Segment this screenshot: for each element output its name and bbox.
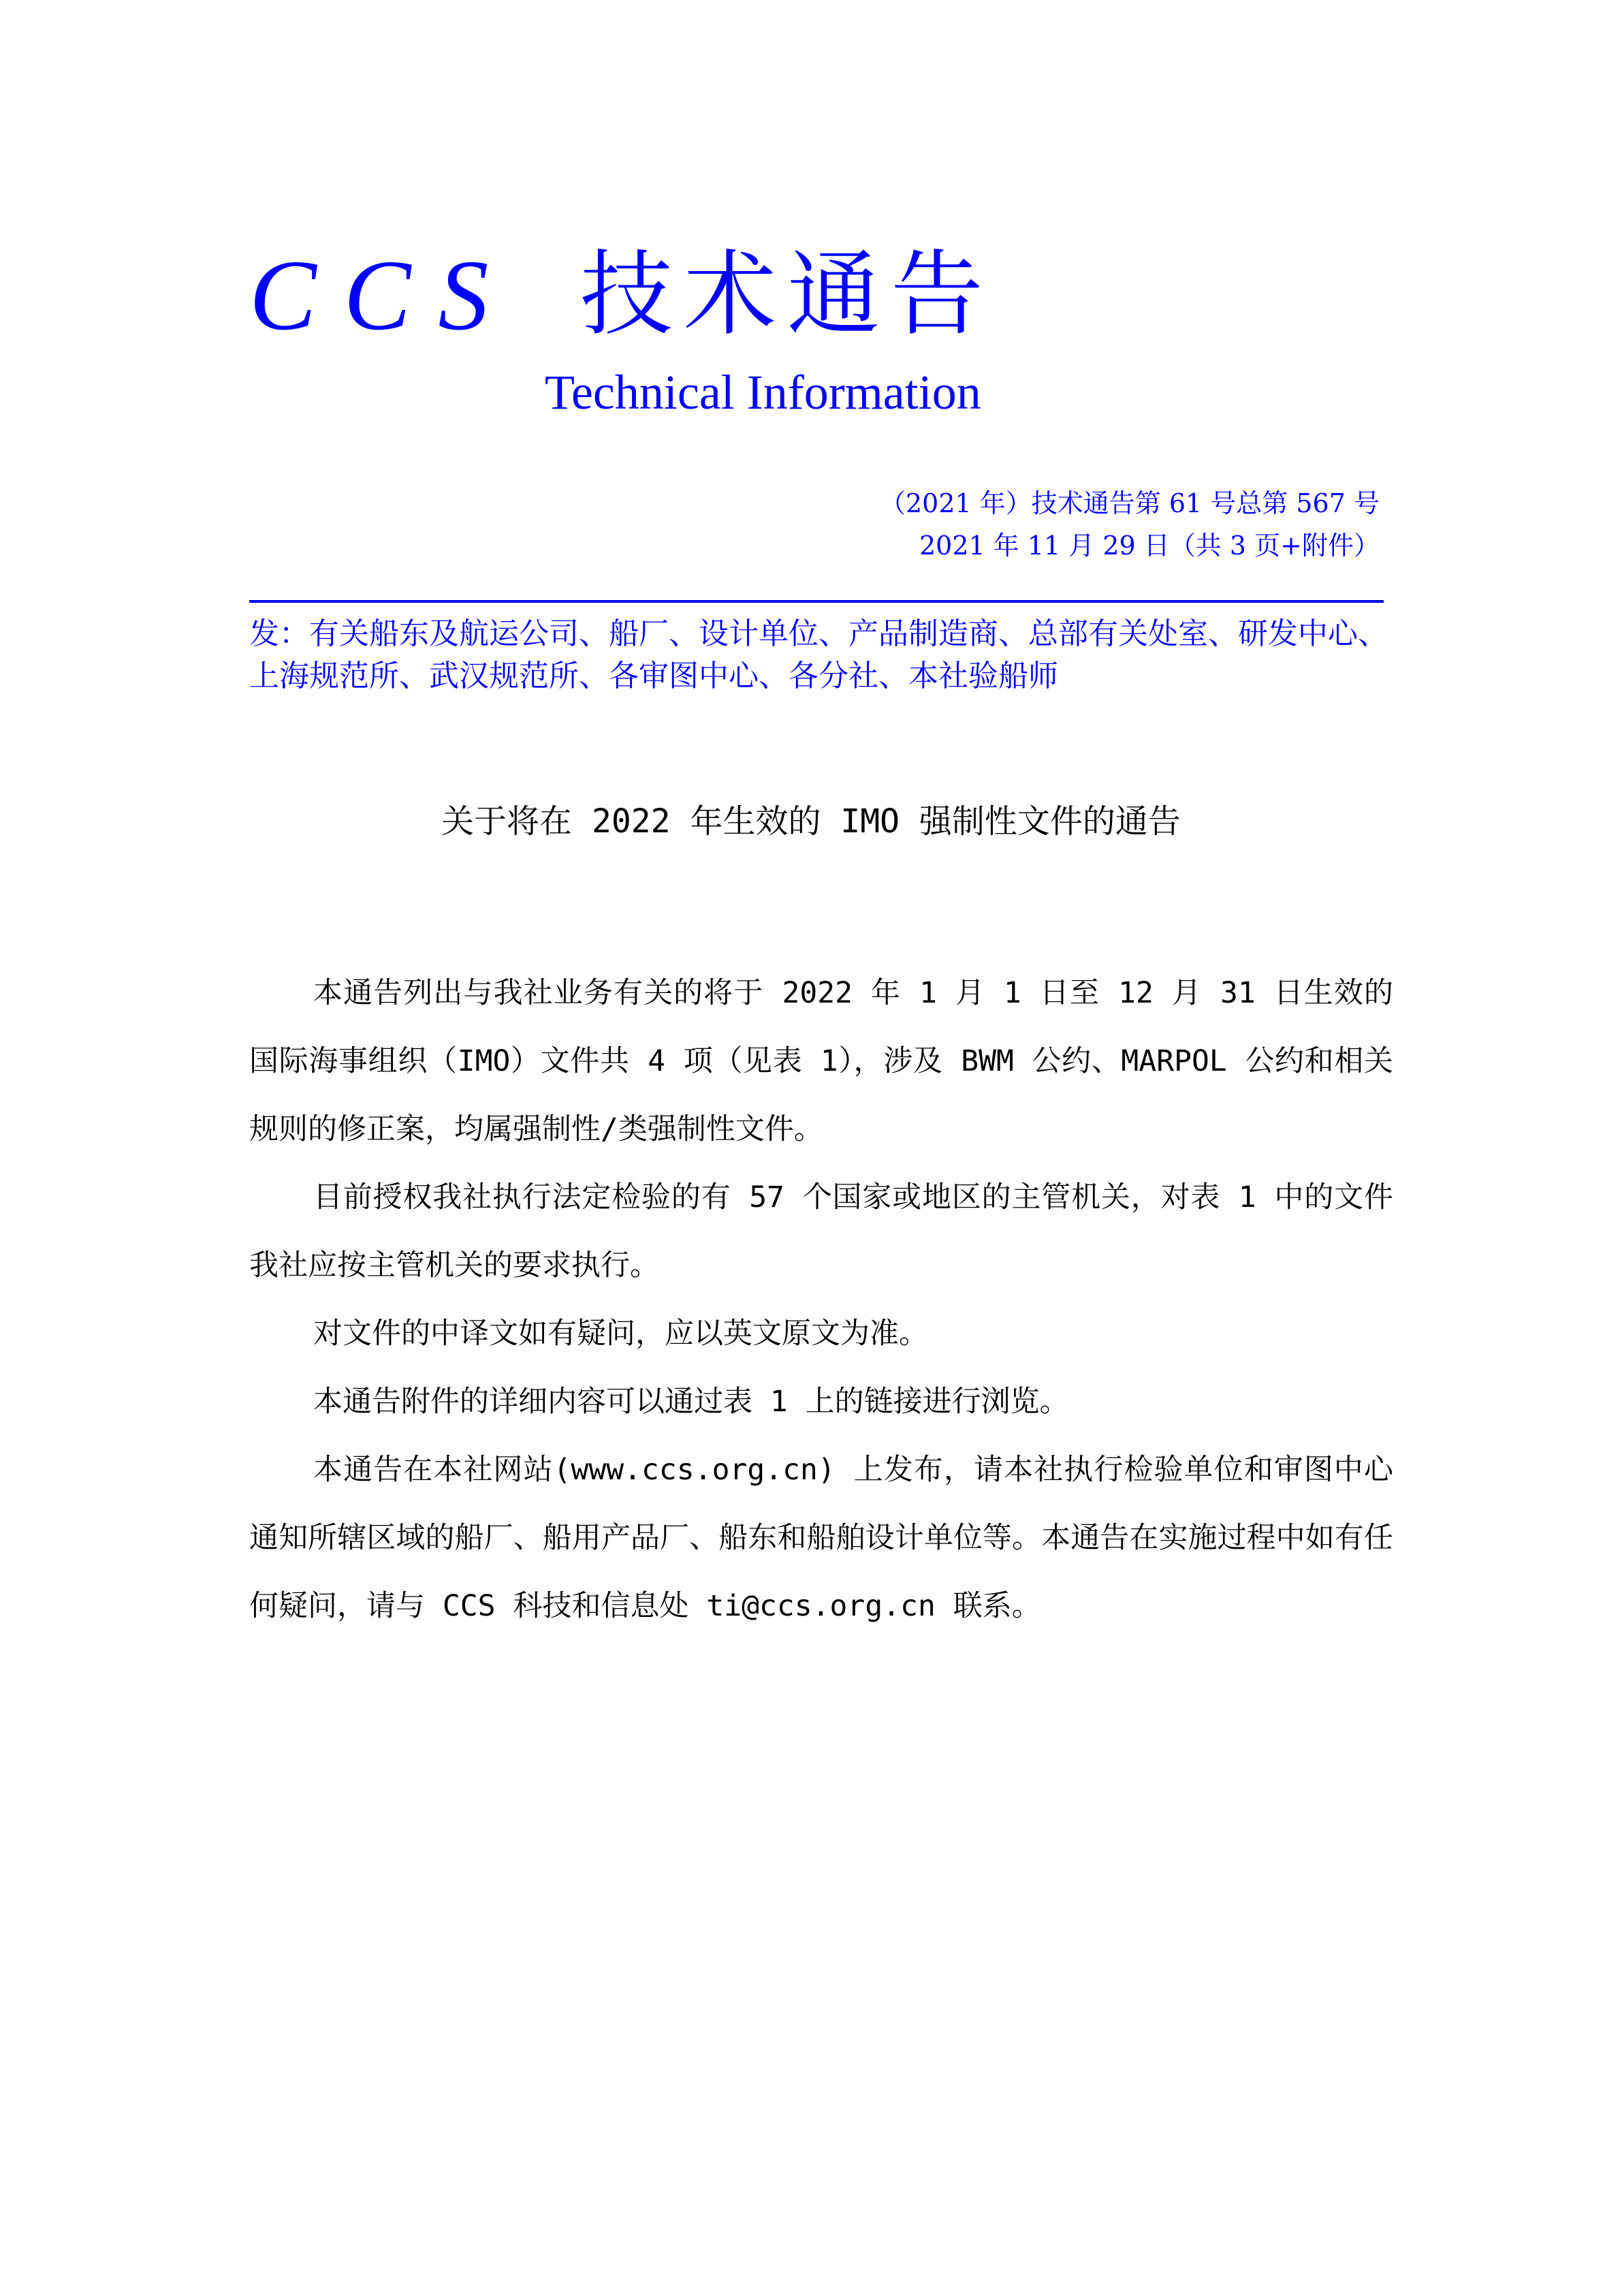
document-title: 关于将在 2022 年生效的 IMO 强制性文件的通告 (441, 802, 1181, 840)
header-title-cn: 技术通告 (580, 241, 994, 349)
document-body (249, 959, 1393, 1640)
ccs-logo-text: CCS (249, 240, 516, 351)
recipients-list: 发：有关船东及航运公司、船厂、设计单位、产品制造商、总部有关处室、研发中心、上海规范所、武汉规范所、各审图中心、各分社、本社验船师 (249, 616, 1388, 693)
body-paragraph: 对文件的中译文如有疑问，应以英文原文为准。 (313, 1317, 928, 1351)
body-paragraph: 本通告附件的详细内容可以通过表 1 上的链接进行浏览。 (313, 1385, 1069, 1419)
header-divider (249, 600, 1384, 603)
body-paragraph: 本通告列出与我社业务有关的将于 2022 年 1 月 1 日至 12 月 31 日生效的国际海事组织（IMO）文件共 4 项（见表 1），涉及 BWM 公约、MARPOL 公约和相关规则的修正案，均属强制性/类强制性文件。 (249, 976, 1393, 1146)
body-paragraph: 本通告在本社网站(www.ccs.org.cn) 上发布，请本社执行检验单位和审图中心通知所辖区域的船厂、船用产品厂、船东和船舶设计单位等。本通告在实施过程中如有任何疑问，请与 CCS 科技和信息处 ti@ccs.org.cn 联系。 (249, 1453, 1393, 1623)
body-paragraph: 目前授权我社执行法定检验的有 57 个国家或地区的主管机关，对表 1 中的文件我社应按主管机关的要求执行。 (249, 1180, 1393, 1283)
header-title-en: Technical Information (545, 365, 981, 420)
notice-number: （2021 年）技术通告第 61 号总第 567 号 (880, 488, 1380, 518)
notice-date: 2021 年 11 月 29 日（共 3 页+附件） (919, 531, 1380, 561)
